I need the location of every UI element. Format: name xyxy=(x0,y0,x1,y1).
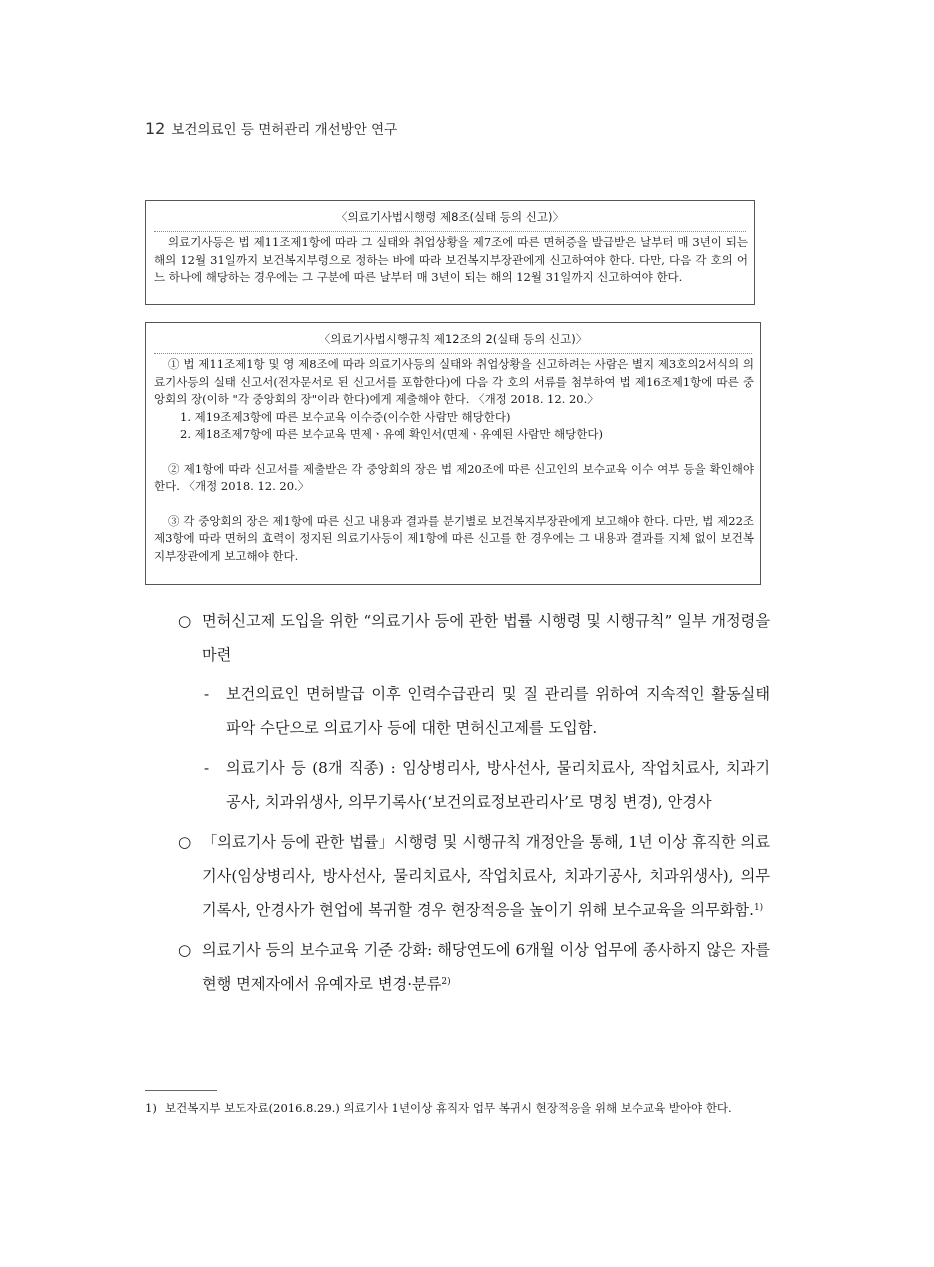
running-header xyxy=(145,118,397,138)
dash-item: - 의료기사 등 (8개 직종) : 임상병리사, 방사선사, 물리치료사, 작업치료사, 치과기공사, 치과위생사, 의무기록사(‘보건의료정보관리사’로 명칭 변경), 안경사 xyxy=(178,751,770,819)
dash-bullet-icon: - xyxy=(204,685,210,703)
dash-bullet-icon: - xyxy=(204,759,210,777)
law-box-title: 〈의료기사법시행령 제8조(실태 등의 신고)〉 xyxy=(154,201,746,232)
footnote-ref[interactable]: 1) xyxy=(753,903,764,913)
law-box-rule xyxy=(145,322,761,585)
law-paragraph-3: ③ 각 중앙회의 장은 제1항에 따른 신고 내용과 결과를 분기별로 보건복지부장관에게 보고해야 한다. 다만, 법 제22조제3항에 따라 면허의 효력이 정지된 의료기사등이 제1항에 따른 신고를 한 경우에는 그 내용과 결과를 지체 없이 보건복지부장관에게 보고해야 한다. xyxy=(154,513,754,563)
law-box-decree xyxy=(145,200,755,305)
circle-bullet-icon: ○ xyxy=(178,833,192,851)
law-box-title: 〈의료기사법시행규칙 제12조의 2(실태 등의 신고)〉 xyxy=(154,323,752,354)
law-item-1: 1. 제19조제3항에 따른 보수교육 이수증(이수한 사람만 해당한다) xyxy=(180,409,511,424)
footnote-number: 1) xyxy=(145,1101,157,1115)
dash-item: - 보건의료인 면허발급 이후 인력수급관리 및 질 관리를 위하여 지속적인 활동실태 파악 수단으로 의료기사 등에 대한 면허신고제를 도입함. xyxy=(178,677,770,745)
footnote-divider xyxy=(145,1090,217,1091)
circle-bullet-icon: ○ xyxy=(178,612,192,630)
bullet-item: ○ 면허신고제 도입을 위한 “의료기사 등에 관한 법률 시행령 및 시행규칙” 일부 개정령을 마련 xyxy=(178,604,770,672)
footnote xyxy=(145,1099,773,1117)
bullet-item: ○ 「의료기사 등에 관한 법률」시행령 및 시행규칙 개정안을 통해, 1년 이상 휴직한 의료기사(임상병리사, 방사선사, 물리치료사, 작업치료사, 치과기공사, 치과위생사), 의무기록사, 안경사가 현업에 복귀할 경우 현장적응을 높이기 위해 보수교육을 의무화함.$^{1)}$ xyxy=(178,825,770,927)
circle-bullet-icon: ○ xyxy=(178,941,192,959)
running-title: 보건의료인 등 면허관리 개선방안 연구 xyxy=(171,122,398,138)
bullet-item: ○ 의료기사 등의 보수교육 기준 강화: 해당연도에 6개월 이상 업무에 종사하지 않은 자를 현행 면제자에서 유예자로 변경·분류$^{2)}$ xyxy=(178,933,770,1001)
footnote-ref[interactable]: 2) xyxy=(441,977,451,987)
law-item-2: 2. 제18조제7항에 따른 보수교육 면제ㆍ유예 확인서(면제ㆍ유예된 사람만 해당한다) xyxy=(180,427,603,441)
law-paragraph-1: ① 법 제11조제1항 및 영 제8조에 따라 의료기사등의 실태와 취업상황을 신고하려는 사람은 별지 제3호의2서식의 의료기사등의 실태 신고서(전자문서로 된 신고서를 포함한다)에 다음 각 호의 서류를 첨부하여 법 제16조제1항에 따른 중앙회의 장(이하 "각 중앙회의 장"이라 한다)에게 제출해야 한다. 〈개정 2018. 12. 20.〉 xyxy=(154,357,754,406)
law-paragraph-2: ② 제1항에 따라 신고서를 제출받은 각 중앙회의 장은 법 제20조에 따른 신고인의 보수교육 이수 여부 등을 확인해야 한다. 〈개정 2018. 12. 20.〉 xyxy=(154,461,754,493)
law-box-text: 의료기사등은 법 제11조제1항에 따라 그 실태와 취업상황을 제7조에 따른 면허증을 발급받은 날부터 매 3년이 되는 해의 12월 31일까지 보건복지부령으로 정하는 바에 따라 보건복지부장관에게 신고하여야 한다. 다만, 다음 각 호의 어느 하나에 해당하는 경우에는 그 구분에 따른 날부터 매 3년이 되는 해의 12월 31일까지 신고하여야 한다. xyxy=(154,235,748,284)
body-text xyxy=(178,604,770,1001)
footnote-text: 보건복지부 보도자료(2016.8.29.) 의료기사 1년이상 휴직자 업무 복귀시 현장적응을 위해 보수교육 받아야 한다. xyxy=(165,1101,732,1115)
page-number: 12 xyxy=(145,119,166,138)
